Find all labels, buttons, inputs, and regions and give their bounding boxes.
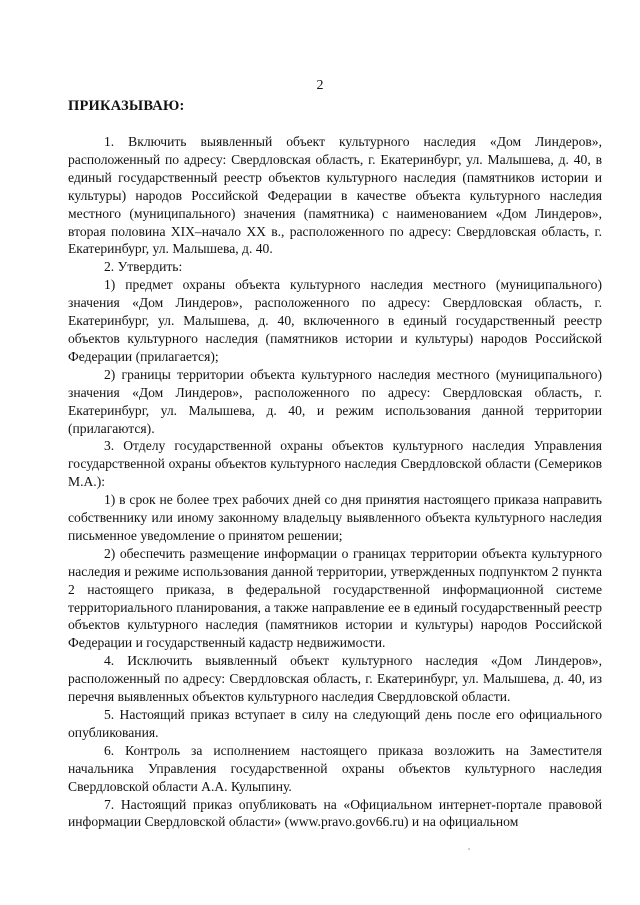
clause-4: 4. Исключить выявленный объект культурного наследия «Дом Линдеров», расположенный по адресу: Свердловская область, г. Екатеринбург, ул. Малышева, д. 40, из перечня выявленных объектов культурного наследия Свердловской области.: [68, 653, 602, 705]
order-body: [68, 133, 602, 831]
clause-7: 7. Настоящий приказ опубликовать на «Официальном интернет-портале правовой информации Свердловской области» (www.pravo.gov66.ru) и на официальном: [68, 796, 602, 830]
clause-2: 2. Утвердить:: [104, 259, 183, 275]
clause-3-subitem-2: 2) обеспечить размещение информации о границах территории объекта культурного наследия и режиме использования данной территории, утвержденных подпунктом 2 пункта 2 настоящего приказа, в федеральной государственной информационной системе территориального планирования, а также направление ее в единый государственный реестр объектов культурного наследия (памятников истории и культуры) народов Российской Федерации и государственный кадастр недвижимости.: [68, 545, 602, 651]
page-number: 2: [316, 78, 324, 93]
clause-5: 5. Настоящий приказ вступает в силу на следующий день после его официального опубликования.: [68, 707, 602, 740]
clause-2-subitem-1: 1) предмет охраны объекта культурного наследия местного (муниципального) значения «Дом Линдеров», расположенного по адресу: Свердловская область, г. Екатеринбург, ул. Малышева, д. 40, включенного в единый государственный реестр объектов культурного наследия (памятников истории и культуры) народов Российской Федерации (прилагается);: [68, 277, 602, 364]
clause-1: 1. Включить выявленный объект культурного наследия «Дом Линдеров», расположенный по адресу: Свердловская область, г. Екатеринбург, ул. Малышева, д. 40, в единый государственный реестр объектов культурного наследия (памятников истории и культуры) народов Российской Федерации в качестве объекта культурного наследия местного (муниципального) значения (памятника) с наименованием «Дом Линдеров», вторая половина XIX–начало XX в., расположенного по адресу: Свердловская область, г. Екатеринбург, ул. Малышева, д. 40.: [68, 134, 602, 257]
clause-2-subitem-2: 2) границы территории объекта культурного наследия местного (муниципального) значения «Дом Линдеров», расположенного по адресу: Свердловская область, г. Екатеринбург, ул. Малышева, д. 40, и режим использования данной территории (прилагаются).: [68, 366, 602, 436]
clause-3-subitem-1: 1) в срок не более трех рабочих дней со дня принятия настоящего приказа направить собственнику или иному законному владельцу выявленного объекта культурного наследия письменное уведомление о принятом решении;: [68, 492, 602, 543]
clause-3: 3. Отделу государственной охраны объектов культурного наследия Управления государственной охраны объектов культурного наследия Свердловской области (Семериков М.А.):: [68, 438, 602, 490]
order-heading: ПРИКАЗЫВАЮ:: [68, 98, 185, 114]
clause-6: 6. Контроль за исполнением настоящего приказа возложить на Заместителя начальника Управления государственной охраны объектов культурного наследия Свердловской области А.А. Кулыпину.: [68, 742, 602, 794]
scan-speck: [468, 848, 470, 850]
